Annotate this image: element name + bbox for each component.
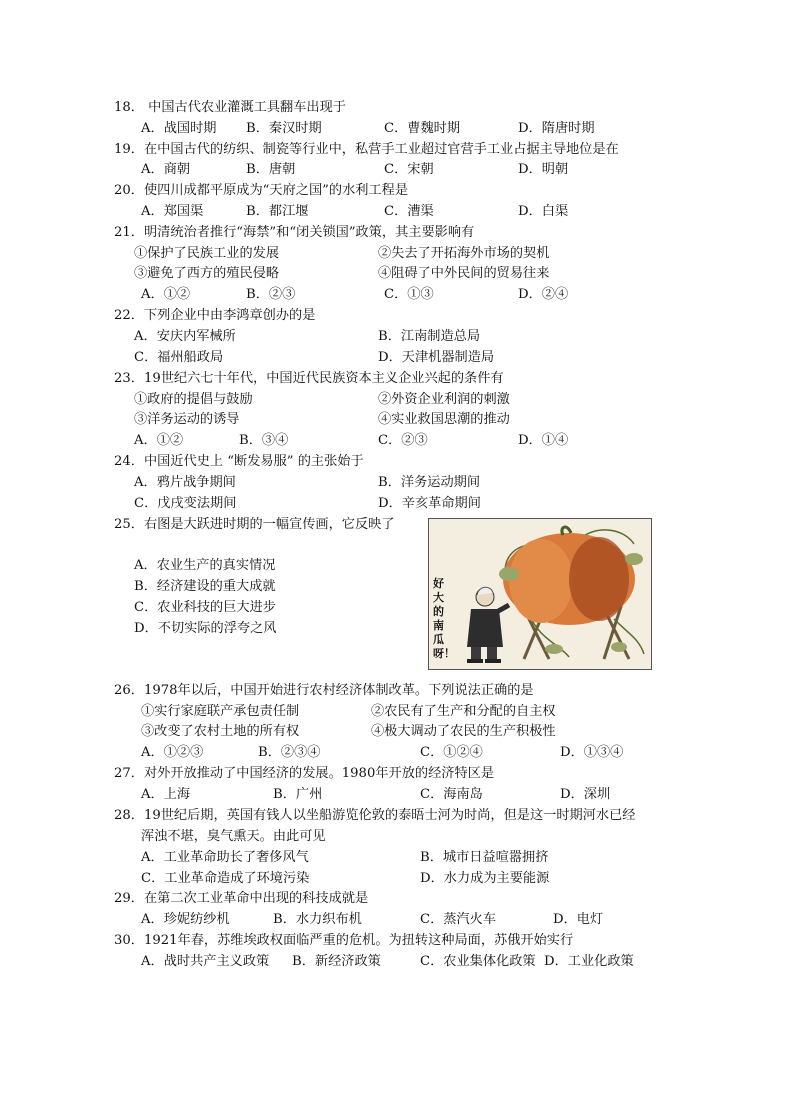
q20-option-d[interactable]: D．白渠 — [518, 204, 569, 219]
pumpkin-poster-illustration — [429, 519, 651, 669]
q20-option-a[interactable]: A．郑国渠 — [141, 204, 204, 219]
q21-item-4: ④阻碍了中外民间的贸易往来 — [378, 266, 550, 281]
q21-item-1: ①保护了民族工业的发展 — [134, 246, 280, 261]
q23-option-c[interactable]: C．②③ — [378, 433, 428, 448]
q23-option-d[interactable]: D．①④ — [518, 433, 569, 448]
question-27-stem: 27．对外开放推动了中国经济的发展。1980年开放的经济特区是 — [114, 766, 495, 781]
q25-option-c[interactable]: C．农业科技的巨大进步 — [134, 600, 276, 615]
question-20-stem: 20．使四川成都平原成为“天府之国”的水利工程是 — [114, 183, 409, 198]
q21-item-3: ③避免了西方的殖民侵略 — [134, 266, 280, 281]
q26-option-a[interactable]: A．①②③ — [141, 745, 204, 760]
question-19-stem: 19．在中国古代的纺织、制瓷等行业中，私营手工业超过官营手工业占据主导地位是在 — [114, 142, 619, 157]
q18-option-d[interactable]: D．隋唐时期 — [518, 121, 595, 136]
q26-option-c[interactable]: C．①②④ — [420, 745, 483, 760]
q30-option-c[interactable]: C．农业集体化政策 — [420, 954, 536, 969]
q24-option-b[interactable]: B．洋务运动期间 — [378, 475, 481, 490]
q30-option-b[interactable]: B．新经济政策 — [292, 954, 381, 969]
q21-option-b[interactable]: B．②③ — [246, 287, 296, 302]
q25-option-b[interactable]: B．经济建设的重大成就 — [134, 579, 276, 594]
question-24-stem: 24．中国近代史上 “断发易服” 的主张始于 — [114, 454, 364, 469]
q24-option-d[interactable]: D．辛亥革命期间 — [378, 496, 481, 511]
q22-option-d[interactable]: D．天津机器制造局 — [378, 350, 495, 365]
question-21-stem: 21．明清统治者推行“海禁”和“闭关锁国”政策，其主要影响有 — [114, 225, 475, 240]
question-30-stem: 30．1921年春，苏维埃政权面临严重的危机。为扭转这种局面，苏俄开始实行 — [114, 933, 574, 948]
q24-option-c[interactable]: C．戊戌变法期间 — [134, 496, 237, 511]
q22-option-c[interactable]: C．福州船政局 — [134, 350, 224, 365]
q21-item-2: ②失去了开拓海外市场的契机 — [378, 246, 550, 261]
q21-option-a[interactable]: A．①② — [141, 287, 191, 302]
q24-option-a[interactable]: A．鸦片战争期间 — [134, 475, 236, 490]
q26-item-1: ①实行家庭联产承包责任制 — [141, 704, 300, 719]
q19-option-d[interactable]: D．明朝 — [518, 162, 569, 177]
q27-option-a[interactable]: A．上海 — [141, 787, 191, 802]
q29-option-a[interactable]: A．珍妮纺纱机 — [141, 912, 230, 927]
q19-option-c[interactable]: C．宋朝 — [384, 162, 434, 177]
question-29-stem: 29．在第二次工业革命中出现的科技成就是 — [114, 891, 369, 906]
q18-option-b[interactable]: B．秦汉时期 — [246, 121, 322, 136]
q26-item-2: ②农民有了生产和分配的自主权 — [371, 704, 556, 719]
question-18-stem: 18． 中国古代农业灌溉工具翻车出现于 — [114, 100, 346, 115]
q25-option-a[interactable]: A．农业生产的真实情况 — [134, 558, 276, 573]
question-23-stem: 23．19世纪六七十年代，中国近代民族资本主义企业兴起的条件有 — [114, 371, 504, 386]
q21-option-c[interactable]: C．①③ — [384, 287, 434, 302]
q23-option-b[interactable]: B．③④ — [239, 433, 289, 448]
question-22-stem: 22．下列企业中由李鸿章创办的是 — [114, 308, 316, 323]
question-25-stem: 25．右图是大跃进时期的一幅宣传画，它反映了 — [114, 517, 395, 532]
q27-option-b[interactable]: B．广州 — [273, 787, 323, 802]
q27-option-c[interactable]: C．海南岛 — [420, 787, 483, 802]
question-28-stem: 28．19世纪后期，英国有钱人以坐船游览伦敦的泰晤士河为时尚，但是这一时期河水已经 — [114, 808, 636, 823]
propaganda-poster-figure — [428, 518, 652, 670]
q29-option-d[interactable]: D．电灯 — [553, 912, 604, 927]
q19-option-b[interactable]: B．唐朝 — [246, 162, 296, 177]
q28-option-c[interactable]: C．工业革命造成了环境污染 — [141, 871, 310, 886]
q26-item-4: ④极大调动了农民的生产积极性 — [371, 724, 556, 739]
q28-option-a[interactable]: A．工业革命助长了奢侈风气 — [141, 850, 309, 865]
q23-item-4: ④实业救国思潮的推动 — [378, 412, 510, 427]
q23-item-3: ③洋务运动的诱导 — [134, 412, 240, 427]
q29-option-b[interactable]: B．水力织布机 — [273, 912, 362, 927]
q22-option-b[interactable]: B．江南制造总局 — [378, 329, 481, 344]
q27-option-d[interactable]: D．深圳 — [560, 787, 611, 802]
q28-option-b[interactable]: B．城市日益喧嚣拥挤 — [420, 850, 549, 865]
question-28-stem-continued: 浑浊不堪，臭气熏天。由此可见 — [141, 829, 326, 844]
q26-item-3: ③改变了农村土地的所有权 — [141, 724, 300, 739]
question-26-stem: 26．1978年以后，中国开始进行农村经济体制改革。下列说法正确的是 — [114, 683, 534, 698]
q25-option-d[interactable]: D．不切实际的浮夸之风 — [134, 621, 277, 636]
q23-item-1: ①政府的提倡与鼓励 — [134, 392, 253, 407]
q20-option-c[interactable]: C．漕渠 — [384, 204, 434, 219]
q18-option-a[interactable]: A．战国时期 — [141, 121, 217, 136]
q26-option-d[interactable]: D．①③④ — [560, 745, 624, 760]
q30-option-a[interactable]: A．战时共产主义政策 — [141, 954, 270, 969]
q26-option-b[interactable]: B．②③④ — [258, 745, 321, 760]
q23-item-2: ②外资企业利润的刺激 — [378, 392, 510, 407]
q23-option-a[interactable]: A．①② — [134, 433, 184, 448]
q30-option-d[interactable]: D．工业化政策 — [544, 954, 634, 969]
q21-option-d[interactable]: D．②④ — [518, 287, 569, 302]
q19-option-a[interactable]: A．商朝 — [141, 162, 191, 177]
q20-option-b[interactable]: B．都江堰 — [246, 204, 309, 219]
q22-option-a[interactable]: A．安庆内军械所 — [134, 329, 236, 344]
q29-option-c[interactable]: C．蒸汽火车 — [420, 912, 497, 927]
poster-caption: 好大的南瓜呀！ — [433, 577, 455, 660]
q28-option-d[interactable]: D．水力成为主要能源 — [420, 871, 550, 886]
q18-option-c[interactable]: C．曹魏时期 — [384, 121, 461, 136]
